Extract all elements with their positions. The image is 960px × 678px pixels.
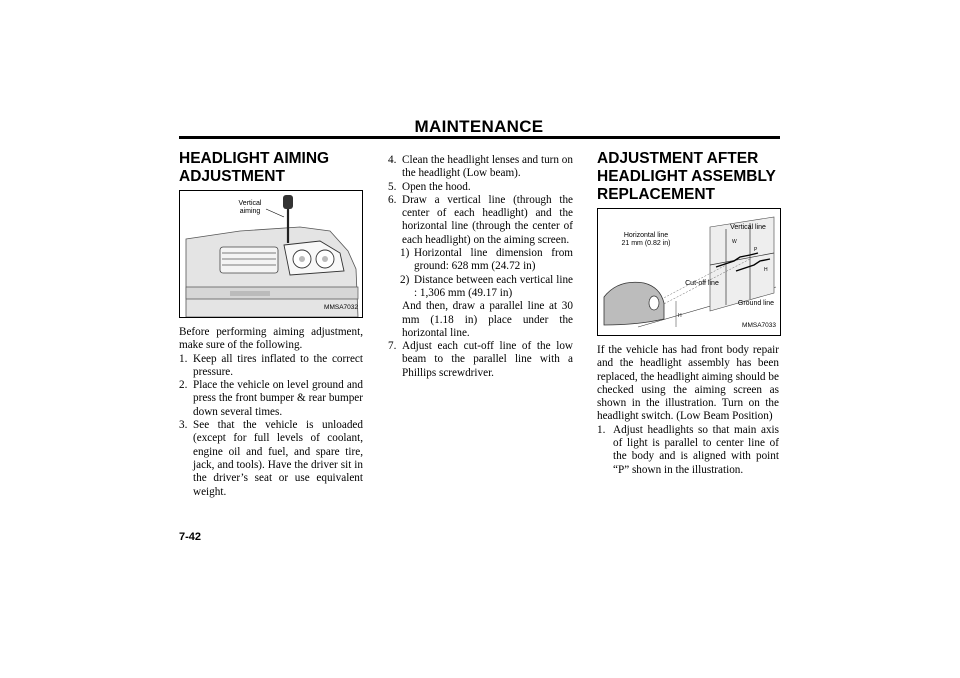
page-header-title: MAINTENANCE (414, 117, 544, 136)
list-item: 7. Adjust each cut-off line of the low beam to the parallel line with a Phillips screwdriver. (388, 340, 573, 379)
vertical-label: Vertical (238, 200, 262, 207)
aiming-screen-illustration (598, 209, 780, 335)
aiming-screen-figure (597, 208, 781, 336)
left-intro: Before performing aiming adjustment, make sure of the following. (179, 326, 363, 352)
figure-code: MMSA7033 (742, 321, 776, 329)
right-column (597, 150, 779, 477)
list-item: 1. Adjust headlights so that main axis of light is parallel to center line of the body and is aligned with point “P” shown in the illustration. (597, 423, 779, 476)
aiming-figure (179, 190, 363, 318)
h-label-screen: H (764, 267, 768, 273)
page-number: 7-42 (179, 531, 202, 543)
list-item: 6. Draw a vertical line (through the center of each headlight) and the horizontal line (through the center of each headlight) on the aiming screen. (388, 193, 573, 246)
adjustment-heading: ADJUSTMENT AFTER HEADLIGHT ASSEMBLY REPLACEMENT (597, 150, 776, 203)
list-item: 1. Keep all tires inflated to the correct pressure. (179, 352, 363, 378)
aiming-label: aiming (239, 208, 261, 215)
w-label: W (732, 239, 737, 245)
right-intro: If the vehicle has had front body repair and the headlight assembly has been replaced, the headlight aiming should be checked using the aiming screen as shown in the illustration. Turn on the headlight switch. (Low Beam Position) (597, 344, 779, 423)
header-rule (179, 136, 780, 139)
list-item: 3. See that the vehicle is unloaded (except for full levels of coolant, engine oil and fuel, and spare tire, jack, and tools). Have the driver sit in the driver’s seat or use equivalent weight. (179, 419, 363, 498)
horizontal-line-label: Horizontal line (623, 232, 669, 239)
figure-code: MMSA7032 (324, 303, 358, 311)
cutoff-line-label: Cut-off line (685, 280, 719, 287)
sub-list-item: 1) Horizontal line dimension from ground: 628 mm (24.72 in) (400, 247, 573, 273)
left-column (179, 150, 363, 499)
middle-column (388, 154, 573, 380)
dimension-label: 21 mm (0.82 in) (621, 240, 671, 247)
vertical-line-label: Vertical line (730, 224, 766, 231)
list-item: 4. Clean the headlight lenses and turn on the headlight (Low beam). (388, 154, 573, 180)
sub-list-item: 2) Distance between each vertical line : 1,306 mm (49.17 in) (400, 273, 573, 299)
h-label-car: H (678, 313, 682, 319)
ground-line-label: Ground line (737, 300, 775, 307)
headlight-illustration (180, 191, 362, 317)
continuation-text: And then, draw a parallel line at 30 mm (1.18 in) place under the horizontal line. (402, 300, 573, 339)
p-label: P (754, 247, 758, 253)
list-item: 5. Open the hood. (388, 180, 471, 193)
headlight-aiming-heading: HEADLIGHT AIMING ADJUSTMENT (179, 150, 330, 185)
list-item: 2. Place the vehicle on level ground and press the front bumper & rear bumper down several times. (179, 379, 363, 418)
